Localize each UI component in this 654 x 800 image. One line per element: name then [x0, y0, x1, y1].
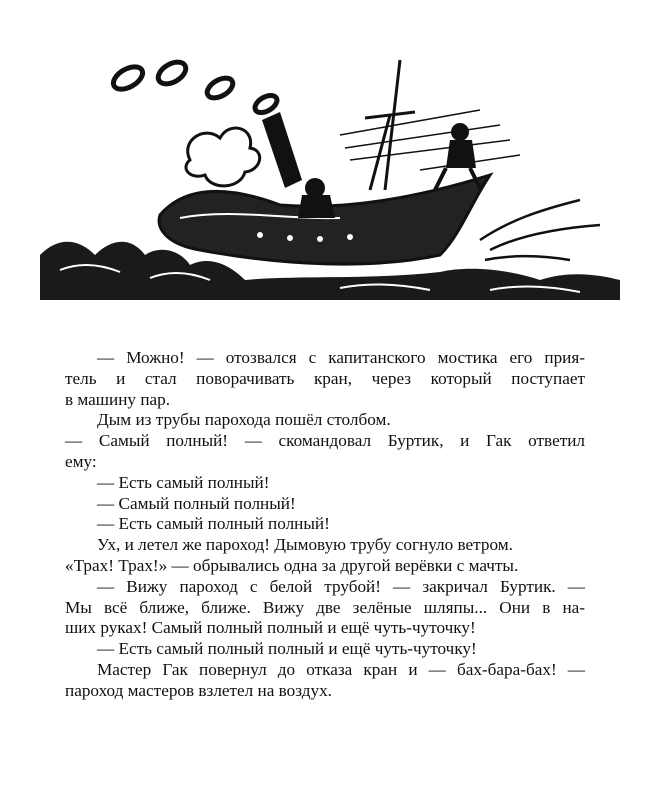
story-text	[65, 348, 585, 702]
text-line: пароход мастеров взлетел на воздух.	[65, 680, 332, 700]
bent-funnel	[262, 112, 302, 188]
text-line: в машину пар.	[65, 389, 171, 409]
text-line: тель и стал поворачивать кран, через который поступает	[65, 368, 585, 388]
text-line: «Трах! Трах!» — обрывались одна за другой верёвки с мачты.	[65, 555, 519, 575]
text-line: Мастер Гак повернул до отказа кран и — бах-бара-бах! —	[97, 659, 585, 679]
smoke-cloud	[186, 128, 260, 186]
text-line: ему:	[65, 451, 97, 471]
steamboat-illustration	[40, 40, 620, 300]
text-line: — Можно! — отозвался с капитанского мостика его прия-	[97, 348, 585, 367]
ship-mast	[365, 60, 415, 190]
text-line: Дым из трубы парохода пошёл столбом.	[97, 410, 391, 430]
splash	[480, 200, 600, 260]
text-line: — Есть самый полный!	[97, 472, 270, 492]
text-line: — Самый полный полный!	[97, 493, 296, 513]
text-line: — Самый полный! — скомандовал Буртик, и Гак ответил	[65, 431, 585, 451]
text-line: Ух, и летел же пароход! Дымовую трубу согнуло ветром.	[97, 535, 513, 555]
text-line: ших руках! Самый полный полный и ещё чуть-чуточку!	[65, 618, 476, 638]
text-line: — Есть самый полный полный и ещё чуть-чуточку!	[97, 639, 477, 659]
text-line: Мы всё ближе, ближе. Вижу две зелёные шляпы... Они в на-	[65, 597, 585, 617]
smoke-rings	[110, 58, 280, 116]
text-line: — Вижу пароход с белой трубой! — закричал Буртик. —	[97, 576, 585, 596]
text-line: — Есть самый полный полный!	[97, 514, 330, 534]
